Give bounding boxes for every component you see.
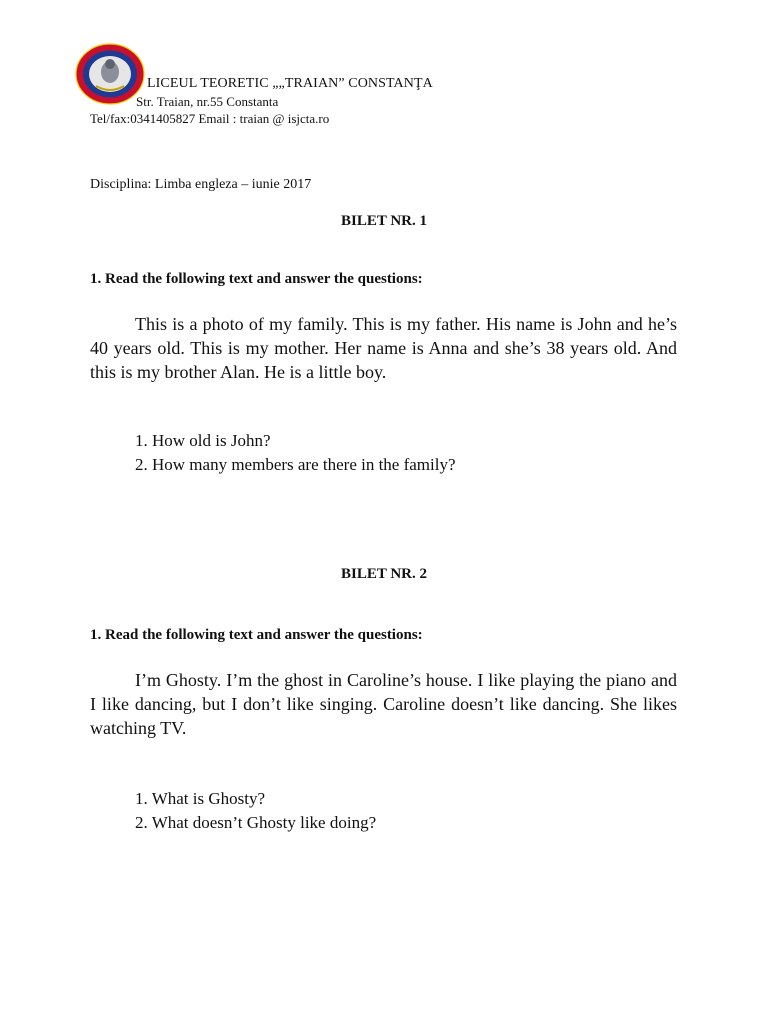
- ticket-2-question-2: 2. What doesn’t Ghosty like doing?: [135, 813, 377, 832]
- school-name: LICEUL TEORETIC „„TRAIAN” CONSTANŢA: [147, 76, 433, 91]
- discipline-line: Disciplina: Limba engleza – iunie 2017: [90, 177, 312, 192]
- ticket-2-instruction: 1. Read the following text and answer the questions:: [90, 627, 423, 643]
- school-contact: Tel/fax:0341405827 Email : traian @ isjcta.ro: [90, 111, 330, 126]
- school-address: Str. Traian, nr.55 Constanta: [136, 94, 279, 109]
- ticket-1-title: BILET NR. 1: [340, 213, 427, 229]
- ticket-1-question-2: 2. How many members are there in the family?: [135, 455, 456, 474]
- ticket-2-title: BILET NR. 2: [340, 566, 427, 582]
- ticket-1-passage: This is a photo of my family. This is my father. His name is John and he’s 40 years old. This is my mother. Her name is Anna and she’s 38 years old. And this is my brother Alan. He is a little boy.: [90, 314, 677, 382]
- ticket-1-question-1: 1. How old is John?: [135, 431, 271, 450]
- ticket-1-instruction: 1. Read the following text and answer the questions:: [90, 271, 423, 287]
- ticket-2-passage: I’m Ghosty. I’m the ghost in Caroline’s house. I like playing the piano and I like dancing, but I don’t like singing. Caroline doesn’t like dancing. She likes watching TV.: [90, 670, 677, 738]
- ticket-2-question-1: 1. What is Ghosty?: [135, 789, 266, 808]
